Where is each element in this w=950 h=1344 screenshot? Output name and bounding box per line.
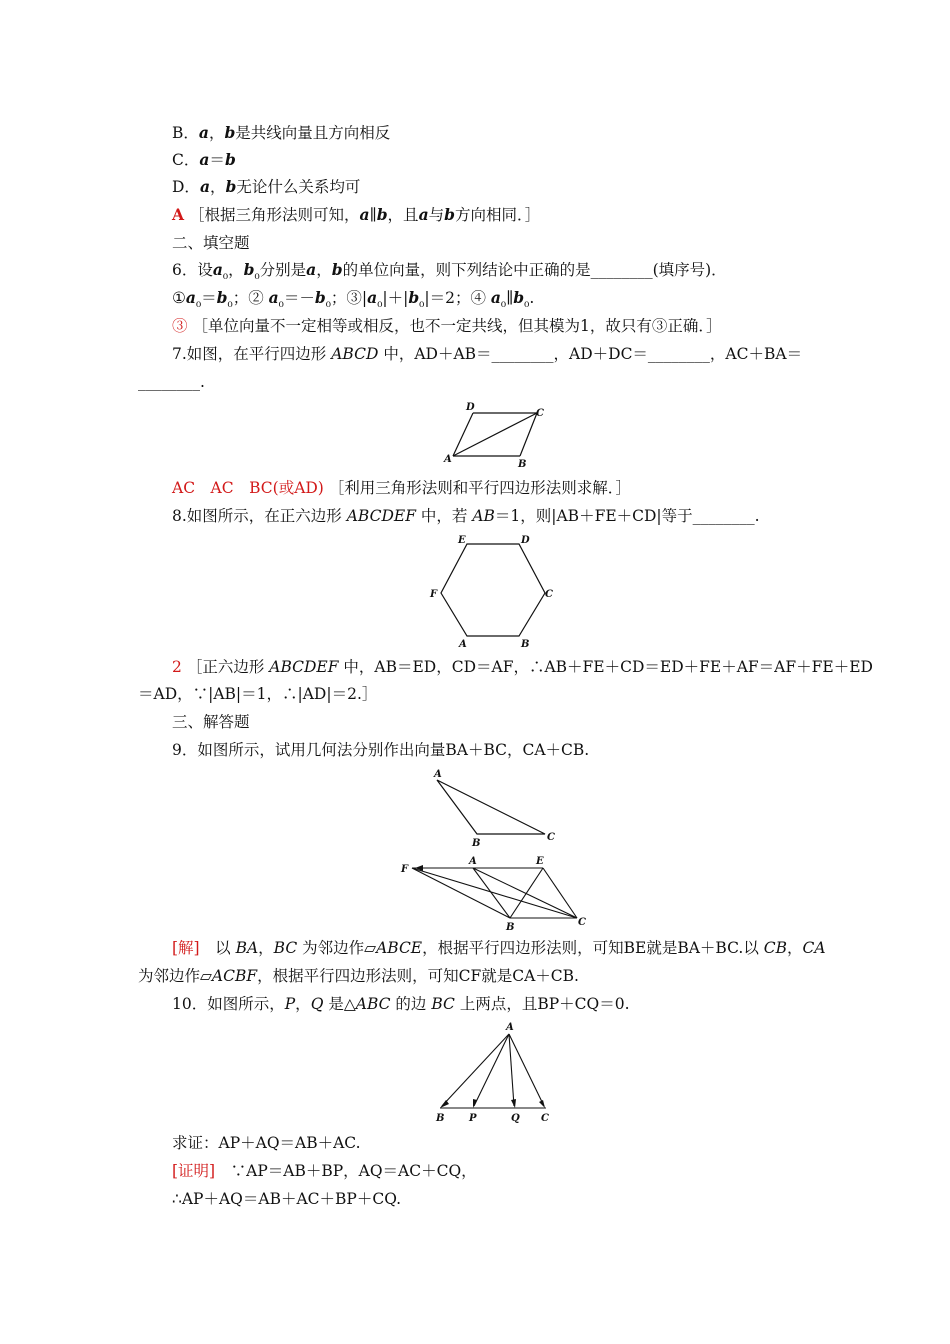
q5-option-d: D．a，b无论什么关系均可 (172, 177, 361, 196)
section-solve: 三、解答题 (172, 713, 250, 731)
section-fill-blank: 二、填空题 (172, 234, 250, 252)
q10-prove: 求证：AP＋AQ＝AB＋AC. (172, 1134, 361, 1152)
q10-proof-line2: ∴AP＋AQ＝AB＋AC＋BP＋CQ. (172, 1190, 402, 1208)
q10-label-b: B (436, 1113, 445, 1124)
q10-proof-line1: [证明] ∵AP＝AB＋BP，AQ＝AC＋CQ， (172, 1162, 477, 1180)
q9-construction-figure (395, 852, 595, 934)
q9-fig2-label-a: A (469, 856, 477, 867)
q9-solution-tag: [解] (172, 939, 200, 957)
q10-label-p: P (469, 1113, 477, 1124)
q8-label-f: F (430, 589, 438, 600)
q6-answer: ③ ［单位向量不一定相等或相反，也不一定共线，但其模为1，故只有③正确．］ (172, 317, 722, 335)
q7-answer-value: AC AC BC(或AD) (172, 479, 324, 497)
q9-triangle-figure (425, 766, 565, 850)
q7-parallelogram-figure (435, 398, 555, 470)
q8-answer-value: 2 (172, 658, 182, 676)
q10-stem: 10．如图所示，P，Q 是△ABC 的边 BC 上两点，且BP＋CQ＝0. (172, 995, 630, 1013)
q9-label-a: A (434, 769, 442, 780)
q5-option-b: B．a，b是共线向量且方向相反 (172, 123, 391, 142)
q9-stem: 9．如图所示，试用几何法分别作出向量BA＋BC，CA＋CB. (172, 741, 590, 759)
q7-stem-cont: ________. (138, 373, 205, 391)
q10-label-c: C (541, 1113, 549, 1124)
q9-fig2-label-e: E (536, 856, 544, 867)
q8-answer: 2 ［正六边形 ABCDEF 中，AB＝ED，CD＝AF，∴AB＋FE＋CD＝ED＋FE＋AF＝AF＋FE＋ED (172, 658, 873, 676)
q7-stem: 7.如图，在平行四边形 ABCD 中，AD＋AB＝________，AD＋DC＝________，AC＋BA＝ (172, 345, 803, 363)
q8-label-d: D (521, 535, 530, 546)
q8-hexagon-figure (425, 532, 565, 652)
q6-answer-value: ③ (172, 317, 188, 335)
q8-label-b: B (521, 639, 530, 650)
q10-proof-tag: [证明] (172, 1162, 216, 1180)
q9-fig2-label-c: C (578, 917, 586, 928)
q6-stem: 6．设$a_{_0}$，$b_{_0}$分别是a，b的单位向量，则下列结论中正确的是________(填序号)． (172, 260, 727, 284)
q5-option-c: C．a＝b (172, 150, 236, 169)
q9-fig2-label-f: F (401, 864, 409, 875)
q9-solution: [解] 以 BA，BC 为邻边作▱ABCE，根据平行四边形法则，可知BE就是BA＋BC.以 CB，CA (172, 939, 826, 957)
q8-stem: 8.如图所示，在正六边形 ABCDEF 中，若 AB＝1，则|AB＋FE＋CD|等于________. (172, 507, 760, 525)
q8-answer-cont: ＝AD，∵|AB|＝1，∴|AD|＝2.］ (138, 685, 378, 703)
q10-label-a: A (506, 1022, 514, 1033)
q10-label-q: Q (511, 1113, 520, 1124)
q5-answer: A ［根据三角形法则可知，a∥b，且a与b方向相同．］ (172, 205, 541, 224)
q7-label-b: B (518, 459, 527, 470)
q6-options: $①a_{_0}=b_{_0}$；② $a_{_0}=-b_{_0}$；$③|a_{_0}|+|b_{_0}|=2$；④ $a_{_0}\parallel b_{_0}$. (172, 288, 535, 312)
q7-label-a: A (444, 454, 452, 465)
q9-solution-cont: 为邻边作▱ACBF，根据平行四边形法则，可知CF就是CA＋CB. (138, 967, 579, 985)
q7-answer: AC AC BC(或AD) ［利用三角形法则和平行四边形法则求解．］ (172, 479, 632, 497)
q9-label-c: C (547, 832, 555, 843)
q7-label-c: C (536, 408, 544, 419)
q7-label-d: D (466, 402, 475, 413)
q8-label-c: C (545, 589, 553, 600)
q8-label-e: E (458, 535, 466, 546)
q9-fig2-label-b: B (506, 922, 515, 933)
q8-label-a: A (459, 639, 467, 650)
q10-triangle-figure (428, 1020, 558, 1128)
q9-label-b: B (472, 838, 481, 849)
q5-answer-letter: A (172, 205, 185, 224)
